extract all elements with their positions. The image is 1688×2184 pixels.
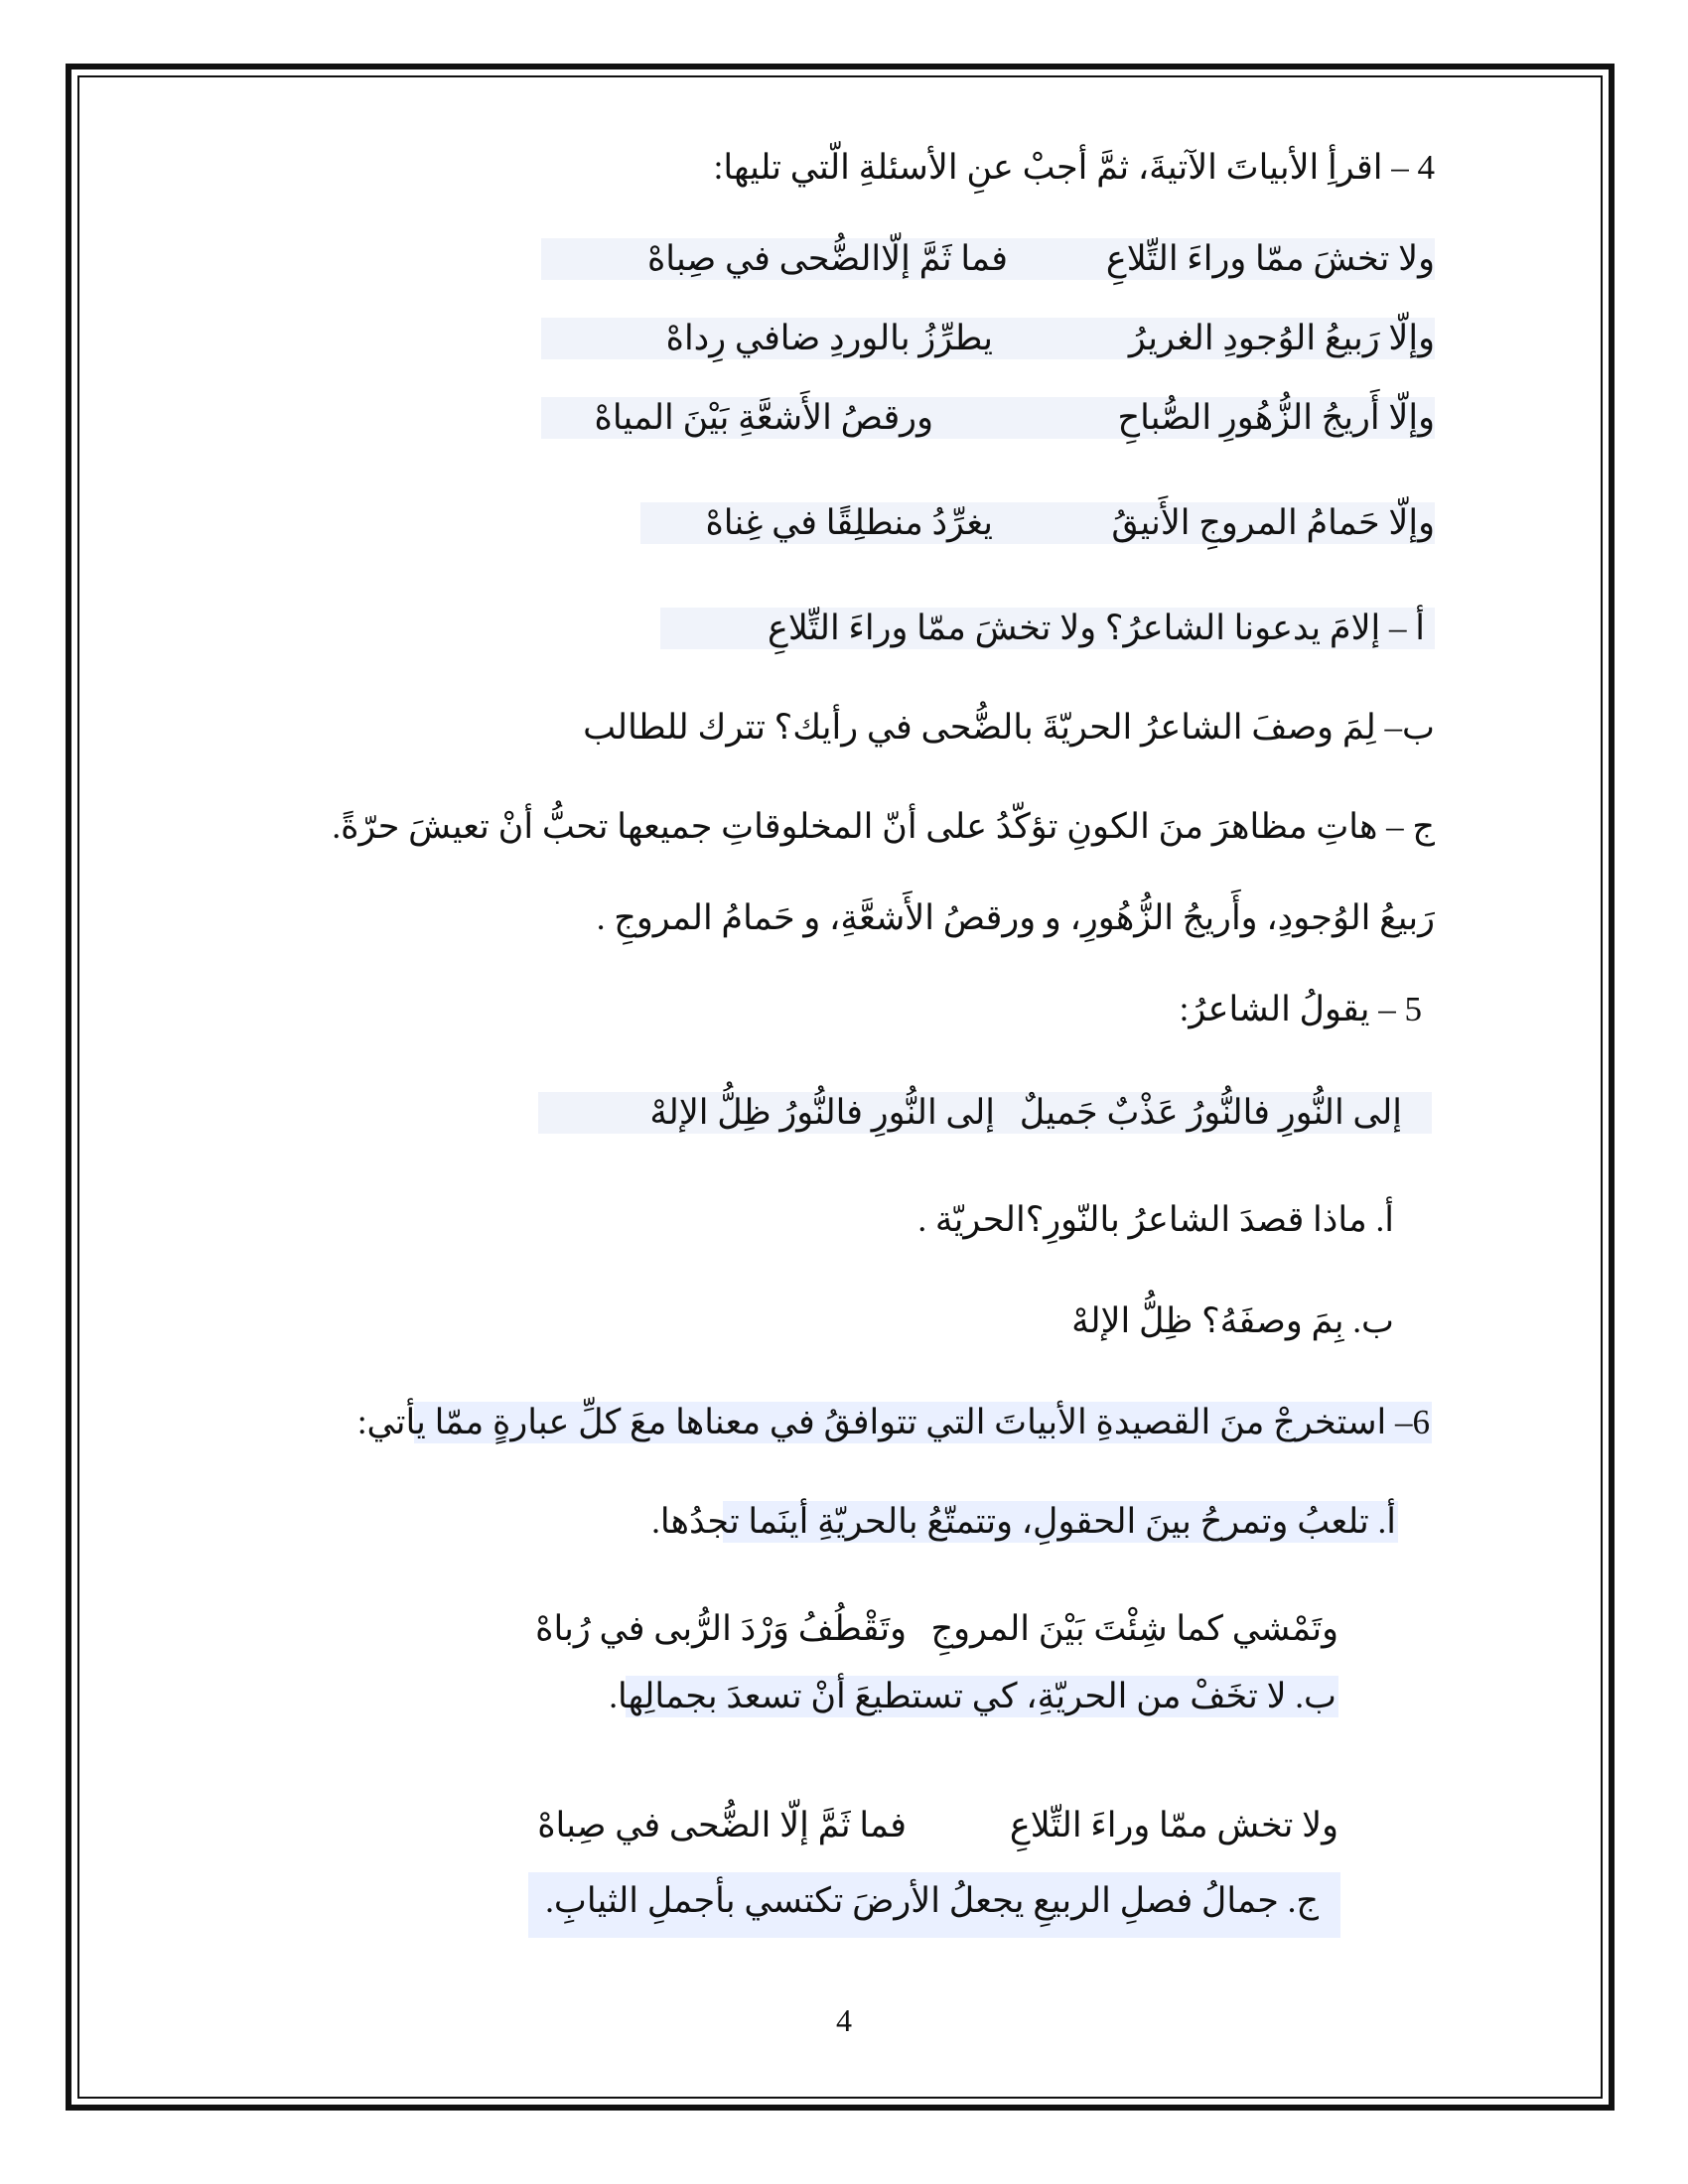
verse-second-hemistich: فما ثَمَّ إلّا الضُّحى في صِباهْ <box>537 1806 907 1844</box>
page-border-inner <box>77 75 1603 2099</box>
q6-heading: 6– استخرجْ منَ القصيدةِ الأبياتَ التي تتوافقُ في معناها معَ كلِّ عبارةٍ ممّا يأتي: <box>356 1403 1430 1441</box>
verse-first-hemistich: ولا تخشَ ممّا وراءَ التِّلاعِ <box>1105 239 1435 278</box>
verse-second-hemistich: يغرِّدُ منطلِقًا في غِناهْ <box>705 503 993 542</box>
q6-item-c: ج. جمالُ فصلِ الربيعِ يجعلُ الأرضَ تكتسي بأجملِ الثيابِ. <box>528 1872 1340 1938</box>
q5-heading: 5 – يقولُ الشاعرُ: <box>1179 990 1422 1028</box>
q5-question-b: ب. بِمَ وصفَهُ؟ ظِلُّ الإلهْ <box>1071 1301 1394 1340</box>
q5-verse <box>538 1092 1432 1134</box>
q6-verse-b <box>465 1805 1338 1846</box>
page-number: 4 <box>836 2002 852 2038</box>
q4-question-a: أ – إلامَ يدعونا الشاعرُ؟ ولا تخشَ ممّا وراءَ التِّلاعِ <box>660 608 1435 649</box>
q5-question-a: أ. ماذا قصدَ الشاعرُ بالنّورِ؟الحريّة . <box>917 1200 1394 1239</box>
verse-first-hemistich: ولا تخش ممّا وراءَ التِّلاعِ <box>1009 1806 1338 1844</box>
q4-question-b: ب– لِمَ وصفَ الشاعرُ الحريّةَ بالضُّحى في رأيك؟ تترك للطالب <box>583 708 1435 747</box>
q4-verse-4 <box>640 502 1435 544</box>
verse-first-hemistich: إلى النُّورِ فالنُّورُ عَذْبٌ جَميلٌ <box>1019 1093 1402 1132</box>
q6-item-a: أ. تلعبُ وتمرحُ بينَ الحقولِ، وتتمتّعُ بالحريّةِ أينَما تجدُها. <box>651 1502 1396 1541</box>
q4-answer-c: رَبيعُ الوُجودِ، وأَريجُ الزُّهُورِ، و ورقصُ الأَشعَّةِ، و حَمامُ المروجِ . <box>596 898 1435 937</box>
verse-second-hemistich: وتَقْطُفُ وَرْدَ الرُّبى في رُباهْ <box>535 1609 907 1648</box>
q4-question-c: ج – هاتِ مظاهرَ منَ الكونِ تؤكّدُ على أنّ المخلوقاتِ جميعها تحبُّ أنْ تعيشَ حرّةً. <box>332 807 1435 846</box>
verse-first-hemistich: وتَمْشي كما شِئْتَ بَيْنَ المروجِ <box>930 1609 1338 1648</box>
q4-verse-2 <box>541 318 1435 359</box>
q4-verse-1 <box>541 238 1435 280</box>
verse-first-hemistich: وإلّا رَبيعُ الوُجودِ الغريرُ <box>1128 319 1435 357</box>
q6-item-b: ب. لا تخَفْ من الحريّةِ، كي تستطيعَ أنْ تسعدَ بجمالِها. <box>609 1677 1336 1715</box>
verse-second-hemistich: يطرِّزُ بالوردِ ضافي رِداهْ <box>665 319 993 357</box>
verse-second-hemistich: فما ثَمَّ إلّاالضُّحى في صِباهْ <box>646 239 1008 278</box>
q6-verse-a <box>465 1608 1338 1650</box>
verse-second-hemistich: ورقصُ الأَشعَّةِ بَيْنَ المياهْ <box>594 398 933 437</box>
verse-first-hemistich: وإلّا أَريجُ الزُّهُورِ الصُّباحِ <box>1117 398 1435 437</box>
verse-second-hemistich: إلى النُّورِ فالنُّورُ ظِلُّ الإلهْ <box>649 1093 995 1132</box>
verse-first-hemistich: وإلّا حَمامُ المروجِ الأَنيقُ <box>1111 503 1435 542</box>
q4-verse-3 <box>541 397 1435 439</box>
q4-heading: 4 – اقرأِ الأبياتَ الآتيةَ، ثمَّ أجبْ عنِ الأسئلةِ الّتي تليها: <box>713 148 1435 187</box>
